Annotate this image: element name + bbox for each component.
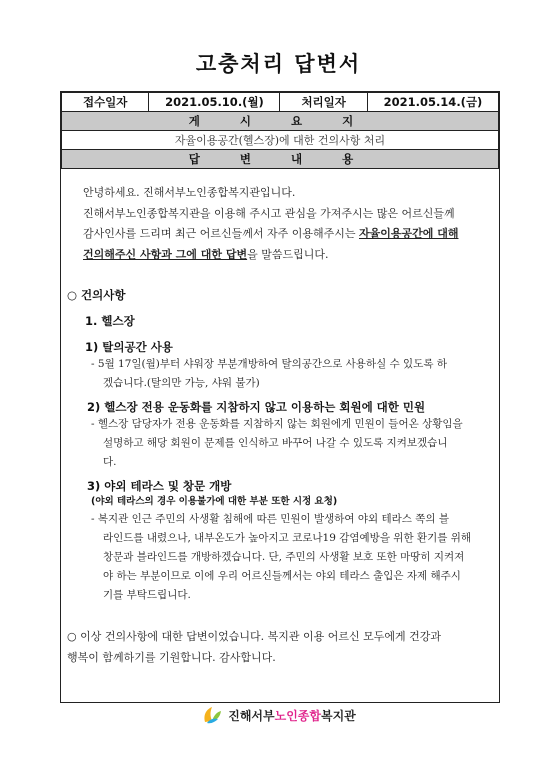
intro-line-3-text: 감사인사를 드리며 최근 어르신들께서 자주 이용해주시는 xyxy=(83,227,360,240)
intro-line-4 xyxy=(67,245,491,266)
closing-line-2: 행복이 함께하기를 기원합니다. 감사합니다. xyxy=(67,650,276,664)
logo-text-highlight: 노인종합 xyxy=(274,708,321,723)
closing-line-1: ○ 이상 건의사항에 대한 답변이었습니다. 복지관 이용 어르신 모두에게 건강과 xyxy=(67,630,441,643)
item-3-note: (야외 테라스의 경우 이용불가에 대한 부분 또한 시정 요청) xyxy=(91,496,338,507)
logo-text-post: 복지관 xyxy=(320,708,356,723)
item-2-body xyxy=(67,415,491,472)
item-3-line-3: 창문과 블라인드를 개방하겠습니다. 단, 주민의 사생활 보호 또한 마땅히 지켜져 xyxy=(103,551,465,563)
notice-label: 게 시 요 지 xyxy=(62,112,499,131)
reply-label: 답 변 내 용 xyxy=(62,150,499,169)
suggestions-heading: ○ 건의사항 xyxy=(67,288,126,302)
footer-logo-text xyxy=(228,707,356,724)
logo-text-pre: 진해서부 xyxy=(228,708,275,723)
item-2-line-1: - 헬스장 담당자가 전용 운동화를 지참하지 않는 회원에게 민원이 들어온 상황임을 xyxy=(91,418,463,430)
item-3-line-1: - 복지관 인근 주민의 사생활 침해에 따른 민원이 발생하여 야외 테라스 쪽의 블 xyxy=(91,513,450,525)
processed-label: 처리일자 xyxy=(280,93,367,112)
intro-line-2: 진해서부노인종합복지관을 이용해 주시고 관심을 가져주시는 많은 어르신들께 xyxy=(83,206,455,220)
closing xyxy=(67,627,491,668)
item-1-title: 1) 탈의공간 사용 xyxy=(85,340,173,354)
item-2-line-3: 다. xyxy=(103,456,117,468)
document-frame xyxy=(60,91,500,703)
item-3-body xyxy=(67,510,491,605)
item-2-title: 2) 헬스장 전용 운동화를 지참하지 않고 이용하는 회원에 대한 민원 xyxy=(87,400,426,414)
item-3-line-4: 야 하는 부분이므로 이에 우리 어르신들께서는 야외 테라스 출입은 자제 해주시 xyxy=(103,570,461,582)
intro-line-1: 안녕하세요. 진해서부노인종합복지관입니다. xyxy=(83,186,296,199)
notice-text: 자율이용공간(헬스장)에 대한 건의사항 처리 xyxy=(62,131,499,150)
item-3-title: 3) 야외 테라스 및 창문 개방 xyxy=(87,479,232,493)
received-label: 접수일자 xyxy=(62,93,149,112)
item-2-line-2: 설명하고 해당 회원이 문제를 인식하고 바꾸어 나갈 수 있도록 지켜보겠습니 xyxy=(103,437,448,449)
intro-line-4-text: 을 말씀드립니다. xyxy=(247,247,329,261)
intro-line-3-bold: 자율이용공간에 대해 xyxy=(359,227,459,240)
leaf-logo-icon xyxy=(201,704,223,726)
page-title: 고충처리 답변서 xyxy=(195,52,362,76)
item-3-line-2: 라인드를 내렸으나, 내부온도가 높아지고 코로나19 감염예방을 위한 환기를 위해 xyxy=(103,532,471,544)
header-table xyxy=(61,92,499,169)
item-1-body xyxy=(67,355,491,393)
intro-line-3 xyxy=(67,224,491,245)
item-1-line-1: - 5월 17일(월)부터 샤워장 부분개방하여 탈의공간으로 사용하실 수 있도록 하 xyxy=(91,358,447,370)
intro-line-4-bold: 건의해주신 사항과 그에 대한 답변 xyxy=(83,247,248,261)
received-date: 2021.05.10.(월) xyxy=(149,93,280,112)
item-3-line-5: 기를 부탁드립니다. xyxy=(103,589,191,601)
item-1-line-2: 겠습니다.(탈의만 가능, 샤워 불가) xyxy=(103,377,260,389)
footer-logo xyxy=(0,700,557,730)
processed-date: 2021.05.14.(금) xyxy=(367,93,498,112)
section-gym: 1. 헬스장 xyxy=(85,314,135,328)
reply-body xyxy=(61,169,499,668)
